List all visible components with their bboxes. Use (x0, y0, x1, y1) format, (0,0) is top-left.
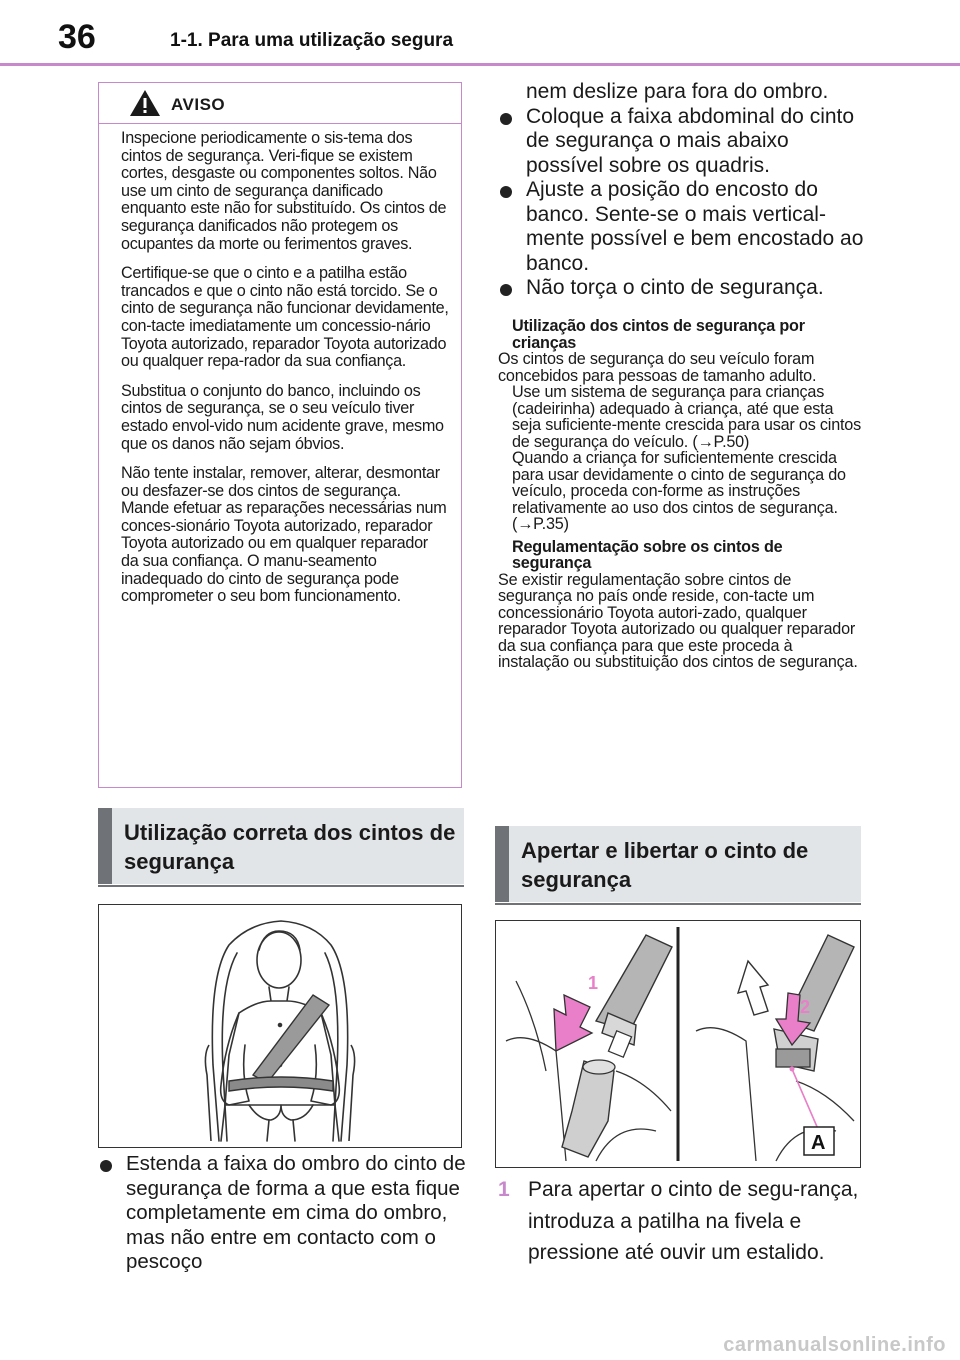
list-item (498, 276, 868, 301)
header-rule (0, 63, 960, 66)
seated-person-figure (98, 904, 462, 1148)
list-item (498, 105, 868, 179)
step-item (498, 1174, 864, 1269)
children-intro: Os cintos de segurança do seu veículo foram concebidos para pessoas de tamanho adulto. (498, 350, 817, 385)
page-header (0, 0, 960, 70)
correct-use-bullets (98, 1152, 468, 1275)
bullet-text: Ajuste a posição do encosto do banco. Sente-se o mais vertical-mente possível e bem encostado ao banco. (526, 178, 864, 275)
correct-use-bullets-continued (498, 80, 868, 301)
figure-label-a: A (811, 1132, 826, 1154)
warning-title: AVISO (171, 95, 226, 114)
bullet-icon (500, 113, 512, 125)
warning-body (99, 124, 461, 606)
bullet-icon (500, 284, 512, 296)
warning-paragraph: Certifique-se que o cinto e a patilha estão trancados e que o cinto não está torcido. Se o cinto de segurança não funcionar devidamente, con-tacte imediatamente um concessio-nário Toyota autorizado, reparador Toyota autorizado ou qualquer repa-rador da sua confiança. (121, 264, 449, 371)
bullet-text: Coloque a faixa abdominal do cinto de segurança o mais abaixo possível sobre os quadris. (526, 104, 855, 177)
warning-paragraph: Inspecione periodicamente o sis-tema dos cintos de segurança. Veri-fique se existem cortes, desgaste ou componentes soltos. Não use um cinto de segurança danificado enquanto este não for substituído. Os cintos de segurança danificados não protegem os ocupantes da morte ou ferimentos graves. (121, 129, 447, 253)
watermark-bar (0, 1330, 960, 1360)
warning-triangle-icon (129, 89, 161, 117)
step-text: Para apertar o cinto de segu-rança, introduza a patilha na fivela e pressione até ouvir um estalido. (528, 1178, 859, 1264)
step-number: 1 (498, 1178, 510, 1201)
warning-paragraph: Substitua o conjunto do banco, incluindo os cintos de segurança, se o seu veículo tiver estado envol-vido num acidente grave, mesmo que os danos não sejam óbvios. (121, 381, 444, 453)
bullet-continuation: nem deslize para fora do ombro. (526, 80, 829, 103)
page-number: 36 (58, 18, 96, 56)
regulation-text: Se existir regulamentação sobre cintos de segurança no país onde reside, con-tacte um concessionário Toyota autori-zado, qualquer reparador Toyota autorizado ou qualquer reparador da sua confiança para que este proceda à instalação ou substituição dos cintos de segurança. (498, 570, 858, 671)
buckle-figure (495, 920, 861, 1168)
children-para: Quando a criança for suficientemente crescida para usar devidamente o cinto de segurança do veículo, proceda con-forme as instruções relativamente ao uso dos cintos de segurança. (→P.35) (512, 449, 846, 533)
subheading-children: Utilização dos cintos de segurança por crianças (512, 317, 805, 352)
bullet-icon (100, 1160, 112, 1172)
section-title: Apertar e libertar o cinto de segurança (521, 838, 809, 892)
list-item (98, 1152, 468, 1275)
section-underline (98, 885, 464, 887)
warning-header (99, 83, 461, 124)
bullet-text: Estenda a faixa do ombro do cinto de segurança de forma a que esta fique completamente em cima do ombro, mas não entre em contacto com o pescoço (126, 1152, 466, 1273)
seated-person-illustration (99, 905, 460, 1146)
children-info (498, 318, 864, 671)
children-para: Use um sistema de segurança para crianças (cadeirinha) adequado à criança, até que esta seja suficiente-mente crescida para usar os cintos de segurança do veículo. (→P.50) (512, 383, 861, 451)
section-underline (495, 903, 861, 905)
watermark: carmanualsonline.info (723, 1334, 946, 1356)
warning-box (98, 82, 462, 788)
warning-paragraph: Não tente instalar, remover, alterar, desmontar ou desfazer-se dos cintos de segurança. Mande efetuar as reparações necessárias num conces-sionário Toyota autorizado, reparador Toyota autorizado ou em qualquer reparador da sua confiança. O manu-seamento inadequado do cinto de segurança pode comprometer o seu bom funcionamento. (121, 464, 447, 606)
buckle-illustration (496, 921, 859, 1166)
section-heading-correct-use (98, 808, 464, 884)
section-title: Utilização correta dos cintos de segurança (124, 820, 456, 874)
section-heading-fasten (495, 826, 861, 902)
chapter-title: 1-1. Para uma utilização segura (170, 30, 454, 51)
subheading-regulation: Regulamentação sobre os cintos de segurança (512, 537, 783, 572)
bullet-icon (500, 186, 512, 198)
bullet-text: Não torça o cinto de segurança. (526, 276, 824, 299)
list-item (498, 178, 868, 276)
figure-label-2: 2 (800, 997, 811, 1017)
figure-label-1: 1 (588, 973, 599, 993)
